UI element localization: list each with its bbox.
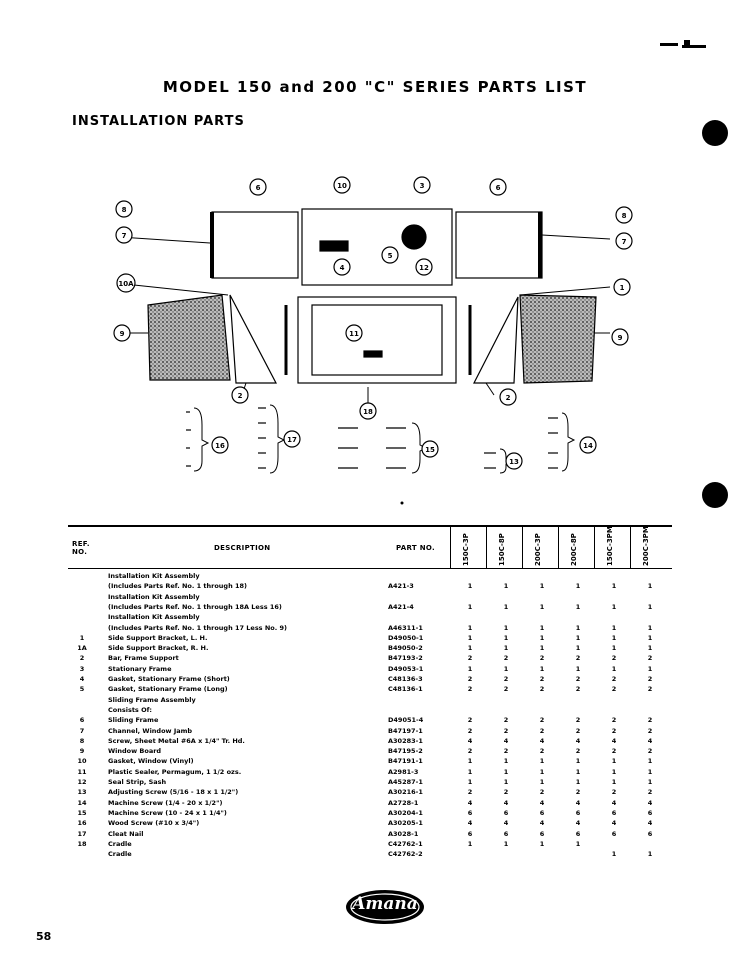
quantity-cell: 1 <box>467 757 473 766</box>
quantity-cell: 1 <box>467 602 473 611</box>
quantity-cell: 1 <box>647 602 653 611</box>
quantity-cell: 1 <box>575 582 581 591</box>
table-row <box>68 715 672 725</box>
quantity-cell: 1 <box>647 623 653 632</box>
quantity-cell: 2 <box>539 747 545 756</box>
quantity-cell: 2 <box>467 675 473 683</box>
description-cell: Machine Screw (1/4 - 20 x 1/2") <box>108 798 223 807</box>
quantity-cell: 1 <box>503 602 509 611</box>
ref-no-cell: 18 <box>77 839 87 848</box>
quantity-cell: 1 <box>647 778 653 786</box>
part-no-cell: B47191-1 <box>388 757 423 766</box>
quantity-cell: 1 <box>539 664 545 673</box>
table-row <box>68 849 672 859</box>
ref-no-cell: 1A <box>77 644 87 653</box>
callout-label: 14 <box>583 442 593 450</box>
quantity-cell: 1 <box>647 633 653 642</box>
callout-label: 17 <box>287 436 297 444</box>
quantity-cell: 1 <box>503 839 509 848</box>
description-cell: Bar, Frame Support <box>108 654 179 663</box>
description-cell: Installation Kit Assembly <box>108 613 200 622</box>
callout-label: 5 <box>387 252 393 260</box>
table-row <box>68 592 672 602</box>
column-divider <box>450 527 451 568</box>
callout-label: 6 <box>495 184 501 192</box>
quantity-cell: 2 <box>575 716 581 725</box>
part-no-cell: A30216-1 <box>388 788 423 797</box>
table-row <box>68 756 672 766</box>
quantity-cell: 1 <box>539 644 545 653</box>
quantity-cell: 2 <box>575 747 581 756</box>
model-column-header: 200C-8P <box>570 533 578 566</box>
quantity-cell: 1 <box>467 767 473 776</box>
quantity-cell: 2 <box>539 654 545 663</box>
quantity-cell: 2 <box>647 685 653 694</box>
description-cell: Cradle <box>108 839 132 848</box>
quantity-cell: 1 <box>503 633 509 642</box>
quantity-cell: 2 <box>539 675 545 683</box>
callout-label: 16 <box>215 442 225 450</box>
quantity-cell: 4 <box>575 819 581 828</box>
quantity-cell: 4 <box>611 736 617 745</box>
column-divider <box>486 527 487 568</box>
part-no-cell: A2981-3 <box>388 767 419 776</box>
callout-label: 2 <box>505 394 511 402</box>
quantity-cell: 1 <box>503 757 509 766</box>
quantity-cell: 4 <box>611 819 617 828</box>
model-column-header: 150C-8P <box>498 533 506 566</box>
quantity-cell: 2 <box>611 675 617 683</box>
quantity-cell: 4 <box>539 798 545 807</box>
table-row <box>68 746 672 756</box>
ref-no-cell: 8 <box>79 736 85 745</box>
table-row <box>68 787 672 797</box>
table-row <box>68 571 672 581</box>
quantity-cell: 1 <box>503 778 509 786</box>
quantity-cell: 1 <box>575 623 581 632</box>
description-cell: Plastic Sealer, Permagum, 1 1/2 ozs. <box>108 767 242 776</box>
quantity-cell: 6 <box>647 808 653 817</box>
quantity-cell: 1 <box>467 778 473 786</box>
table-row <box>68 581 672 591</box>
part-no-cell: B47195-2 <box>388 747 423 756</box>
ref-no-cell: 7 <box>79 726 85 735</box>
part-no-cell: D49050-1 <box>388 633 424 642</box>
quantity-cell: 1 <box>539 623 545 632</box>
callout-label: 8 <box>121 206 127 214</box>
quantity-cell: 6 <box>575 808 581 817</box>
ref-no-cell: 6 <box>79 716 85 725</box>
callout-label: 10 <box>337 182 347 190</box>
quantity-cell: 2 <box>503 788 509 797</box>
ref-no-cell: 3 <box>79 664 85 673</box>
quantity-cell: 1 <box>611 664 617 673</box>
quantity-cell: 1 <box>611 582 617 591</box>
table-row <box>68 633 672 643</box>
part-no-cell: A30283-1 <box>388 736 423 745</box>
table-row <box>68 623 672 633</box>
table-row <box>68 612 672 622</box>
ref-no-cell: 11 <box>77 767 87 776</box>
ref-no-cell: 12 <box>77 778 87 786</box>
column-divider <box>630 527 631 568</box>
callout-label: 8 <box>621 212 627 220</box>
quantity-cell: 2 <box>611 716 617 725</box>
description-cell: Seal Strip, Sash <box>108 778 167 786</box>
quantity-cell: 1 <box>503 664 509 673</box>
ref-no-cell: 14 <box>77 798 87 807</box>
part-no-cell: A421-4 <box>388 602 414 611</box>
part-no-cell: C42762-2 <box>388 850 423 859</box>
description-cell: Installation Kit Assembly <box>108 592 200 601</box>
quantity-cell: 6 <box>467 808 473 817</box>
ref-no-cell: 10 <box>77 757 87 766</box>
quantity-cell: 2 <box>539 716 545 725</box>
ref-no-cell: 15 <box>77 808 87 817</box>
quantity-cell: 2 <box>575 654 581 663</box>
ref-no-cell: 13 <box>77 788 87 797</box>
description-cell: Wood Screw (#10 x 3/4") <box>108 819 200 828</box>
page-corner-mark <box>660 40 708 48</box>
ref-no-cell: 1 <box>79 633 85 642</box>
quantity-cell: 2 <box>503 747 509 756</box>
quantity-cell: 1 <box>647 664 653 673</box>
quantity-cell: 2 <box>575 685 581 694</box>
quantity-cell: 1 <box>539 839 545 848</box>
quantity-cell: 4 <box>647 819 653 828</box>
callout-label: 3 <box>419 182 425 190</box>
callout-label: 11 <box>349 330 359 338</box>
callout-label: 1 <box>619 284 625 292</box>
part-no-header: PART NO. <box>396 544 435 552</box>
part-no-cell: B49050-2 <box>388 644 423 653</box>
quantity-cell: 1 <box>575 633 581 642</box>
quantity-cell: 2 <box>467 716 473 725</box>
model-column-header: 200C-3P <box>534 533 542 566</box>
part-no-cell: D49051-4 <box>388 716 424 725</box>
quantity-cell: 6 <box>611 808 617 817</box>
quantity-cell: 6 <box>467 829 473 838</box>
table-row <box>68 684 672 694</box>
table-row <box>68 767 672 777</box>
quantity-cell: 2 <box>647 654 653 663</box>
quantity-cell: 1 <box>503 623 509 632</box>
description-cell: (Includes Parts Ref. No. 1 through 18) <box>108 582 247 591</box>
quantity-cell: 1 <box>611 633 617 642</box>
table-row <box>68 818 672 828</box>
quantity-cell: 4 <box>467 798 473 807</box>
part-no-cell: C48136-3 <box>388 675 423 683</box>
quantity-cell: 2 <box>539 726 545 735</box>
quantity-cell: 4 <box>503 819 509 828</box>
table-row <box>68 808 672 818</box>
quantity-cell: 4 <box>503 736 509 745</box>
quantity-cell: 1 <box>539 757 545 766</box>
quantity-cell: 2 <box>467 726 473 735</box>
table-row <box>68 839 672 849</box>
quantity-cell: 1 <box>575 778 581 786</box>
description-cell: Sliding Frame Assembly <box>108 695 196 704</box>
table-row <box>68 798 672 808</box>
callout-label: 7 <box>121 232 127 240</box>
callout-label: 2 <box>237 392 243 400</box>
description-cell: (Includes Parts Ref. No. 1 through 17 Less No. 9) <box>108 623 287 632</box>
ref-no-cell: 2 <box>79 654 85 663</box>
quantity-cell: 1 <box>611 757 617 766</box>
quantity-cell: 2 <box>611 685 617 694</box>
quantity-cell: 2 <box>467 747 473 756</box>
part-no-cell: B47193-2 <box>388 654 423 663</box>
quantity-cell: 4 <box>539 819 545 828</box>
quantity-cell: 1 <box>575 839 581 848</box>
description-cell: Screw, Sheet Metal #6A x 1/4" Tr. Hd. <box>108 736 245 745</box>
quantity-cell: 1 <box>467 633 473 642</box>
quantity-cell: 4 <box>503 798 509 807</box>
quantity-cell: 4 <box>575 736 581 745</box>
part-no-cell: A2728-1 <box>388 798 419 807</box>
callout-label: 7 <box>621 238 627 246</box>
quantity-cell: 2 <box>611 747 617 756</box>
part-no-cell: B47197-1 <box>388 726 423 735</box>
quantity-cell: 2 <box>611 726 617 735</box>
quantity-cell: 6 <box>611 829 617 838</box>
quantity-cell: 2 <box>647 788 653 797</box>
quantity-cell: 1 <box>611 644 617 653</box>
quantity-cell: 1 <box>503 767 509 776</box>
quantity-cell: 2 <box>647 675 653 683</box>
quantity-cell: 2 <box>503 675 509 683</box>
quantity-cell: 6 <box>539 808 545 817</box>
quantity-cell: 2 <box>467 654 473 663</box>
quantity-cell: 4 <box>647 798 653 807</box>
description-cell: Adjusting Screw (5/16 - 18 x 1 1/2") <box>108 788 239 797</box>
description-cell: Channel, Window Jamb <box>108 726 193 735</box>
table-row <box>68 829 672 839</box>
table-row <box>68 705 672 715</box>
table-header-rule <box>68 568 672 569</box>
model-column-header: 150C-3P <box>462 533 470 566</box>
ref-no-cell: 5 <box>79 685 85 694</box>
quantity-cell: 6 <box>575 829 581 838</box>
quantity-cell: 2 <box>539 788 545 797</box>
callout-label: 13 <box>509 458 519 466</box>
description-cell: Cleat Nail <box>108 829 144 838</box>
callout-label: 18 <box>363 408 373 416</box>
callout-label: 10A <box>118 280 134 288</box>
quantity-cell: 1 <box>611 850 617 859</box>
callout-label: 9 <box>119 330 125 338</box>
quantity-cell: 2 <box>575 726 581 735</box>
ref-no-cell: 16 <box>77 819 87 828</box>
binder-hole-bottom <box>702 482 728 508</box>
quantity-cell: 2 <box>503 716 509 725</box>
quantity-cell: 1 <box>467 839 473 848</box>
quantity-cell: 1 <box>575 757 581 766</box>
quantity-cell: 4 <box>539 736 545 745</box>
quantity-cell: 1 <box>575 664 581 673</box>
part-no-cell: A46311-1 <box>388 623 423 632</box>
model-column-header: 200C-3PM <box>642 526 650 566</box>
part-no-cell: C42762-1 <box>388 839 423 848</box>
description-cell: Side Support Bracket, L. H. <box>108 633 208 642</box>
description-cell: Window Board <box>108 747 162 756</box>
table-row <box>68 643 672 653</box>
quantity-cell: 1 <box>611 623 617 632</box>
table-row <box>68 736 672 746</box>
part-no-cell: C48136-1 <box>388 685 423 694</box>
quantity-cell: 1 <box>467 582 473 591</box>
ref-no-cell: 4 <box>79 675 85 683</box>
quantity-cell: 1 <box>467 664 473 673</box>
quantity-cell: 4 <box>647 736 653 745</box>
quantity-cell: 6 <box>539 829 545 838</box>
callout-label: 4 <box>339 264 345 272</box>
quantity-cell: 1 <box>539 633 545 642</box>
quantity-cell: 1 <box>647 644 653 653</box>
quantity-cell: 2 <box>647 747 653 756</box>
quantity-cell: 1 <box>467 623 473 632</box>
exploded-parts-diagram <box>90 165 650 510</box>
quantity-cell: 1 <box>539 778 545 786</box>
binder-hole-top <box>702 120 728 146</box>
quantity-cell: 2 <box>503 654 509 663</box>
callout-label: 15 <box>425 446 435 454</box>
table-row <box>68 695 672 705</box>
quantity-cell: 2 <box>467 788 473 797</box>
quantity-cell: 2 <box>575 788 581 797</box>
description-cell: Stationary Frame <box>108 664 172 673</box>
part-no-cell: A421-3 <box>388 582 414 591</box>
description-cell: Gasket, Stationary Frame (Short) <box>108 675 230 683</box>
quantity-cell: 2 <box>467 685 473 694</box>
description-cell: Gasket, Window (Vinyl) <box>108 757 194 766</box>
callout-label: 12 <box>419 264 429 272</box>
quantity-cell: 1 <box>611 767 617 776</box>
quantity-cell: 2 <box>611 654 617 663</box>
quantity-cell: 1 <box>575 602 581 611</box>
callout-label: 9 <box>617 334 623 342</box>
table-top-rule <box>68 525 672 527</box>
page-number: 58 <box>36 930 52 943</box>
description-cell: (Includes Parts Ref. No. 1 through 18A Less 16) <box>108 602 282 611</box>
quantity-cell: 2 <box>539 685 545 694</box>
description-cell: Side Support Bracket, R. H. <box>108 644 209 653</box>
table-row <box>68 777 672 787</box>
quantity-cell: 4 <box>611 798 617 807</box>
section-title: INSTALLATION PARTS <box>72 114 245 129</box>
quantity-cell: 4 <box>575 798 581 807</box>
quantity-cell: 1 <box>539 602 545 611</box>
ref-no-cell: 9 <box>79 747 85 756</box>
part-no-cell: A30205-1 <box>388 819 423 828</box>
quantity-cell: 1 <box>611 602 617 611</box>
logo-text: Amana <box>352 894 418 914</box>
table-row <box>68 726 672 736</box>
ref-no-cell: 17 <box>77 829 87 838</box>
table-row <box>68 653 672 663</box>
column-divider <box>522 527 523 568</box>
quantity-cell: 6 <box>503 829 509 838</box>
table-row <box>68 674 672 684</box>
quantity-cell: 6 <box>503 808 509 817</box>
quantity-cell: 1 <box>611 778 617 786</box>
quantity-cell: 1 <box>503 644 509 653</box>
part-no-cell: D49053-1 <box>388 664 424 673</box>
description-cell: Sliding Frame <box>108 716 159 725</box>
description-cell: Machine Screw (10 - 24 x 1 1/4") <box>108 808 227 817</box>
quantity-cell: 2 <box>503 685 509 694</box>
quantity-cell: 1 <box>647 582 653 591</box>
quantity-cell: 2 <box>575 675 581 683</box>
page-title: MODEL 150 and 200 "C" SERIES PARTS LIST <box>162 78 588 96</box>
table-row <box>68 602 672 612</box>
quantity-cell: 4 <box>467 819 473 828</box>
quantity-cell: 1 <box>467 644 473 653</box>
description-cell: Cradle <box>108 850 132 859</box>
quantity-cell: 1 <box>647 767 653 776</box>
table-row <box>68 664 672 674</box>
column-divider <box>594 527 595 568</box>
description-cell: Gasket, Stationary Frame (Long) <box>108 685 228 694</box>
quantity-cell: 1 <box>575 767 581 776</box>
part-no-cell: A30204-1 <box>388 808 423 817</box>
quantity-cell: 1 <box>503 582 509 591</box>
column-divider <box>558 527 559 568</box>
quantity-cell: 1 <box>647 850 653 859</box>
part-no-cell: A45287-1 <box>388 778 423 786</box>
quantity-cell: 4 <box>467 736 473 745</box>
quantity-cell: 2 <box>647 726 653 735</box>
model-column-header: 150C-3PM <box>606 526 614 566</box>
callout-label: 6 <box>255 184 261 192</box>
part-no-cell: A3028-1 <box>388 829 419 838</box>
quantity-cell: 6 <box>647 829 653 838</box>
quantity-cell: 1 <box>539 582 545 591</box>
ref-no-header: REF. NO. <box>72 540 90 556</box>
quantity-cell: 1 <box>539 767 545 776</box>
description-cell: Consists Of: <box>108 705 153 714</box>
description-cell: Installation Kit Assembly <box>108 572 200 580</box>
quantity-cell: 2 <box>647 716 653 725</box>
quantity-cell: 2 <box>611 788 617 797</box>
quantity-cell: 2 <box>503 726 509 735</box>
quantity-cell: 1 <box>647 757 653 766</box>
description-header: DESCRIPTION <box>214 544 271 552</box>
quantity-cell: 1 <box>575 644 581 653</box>
